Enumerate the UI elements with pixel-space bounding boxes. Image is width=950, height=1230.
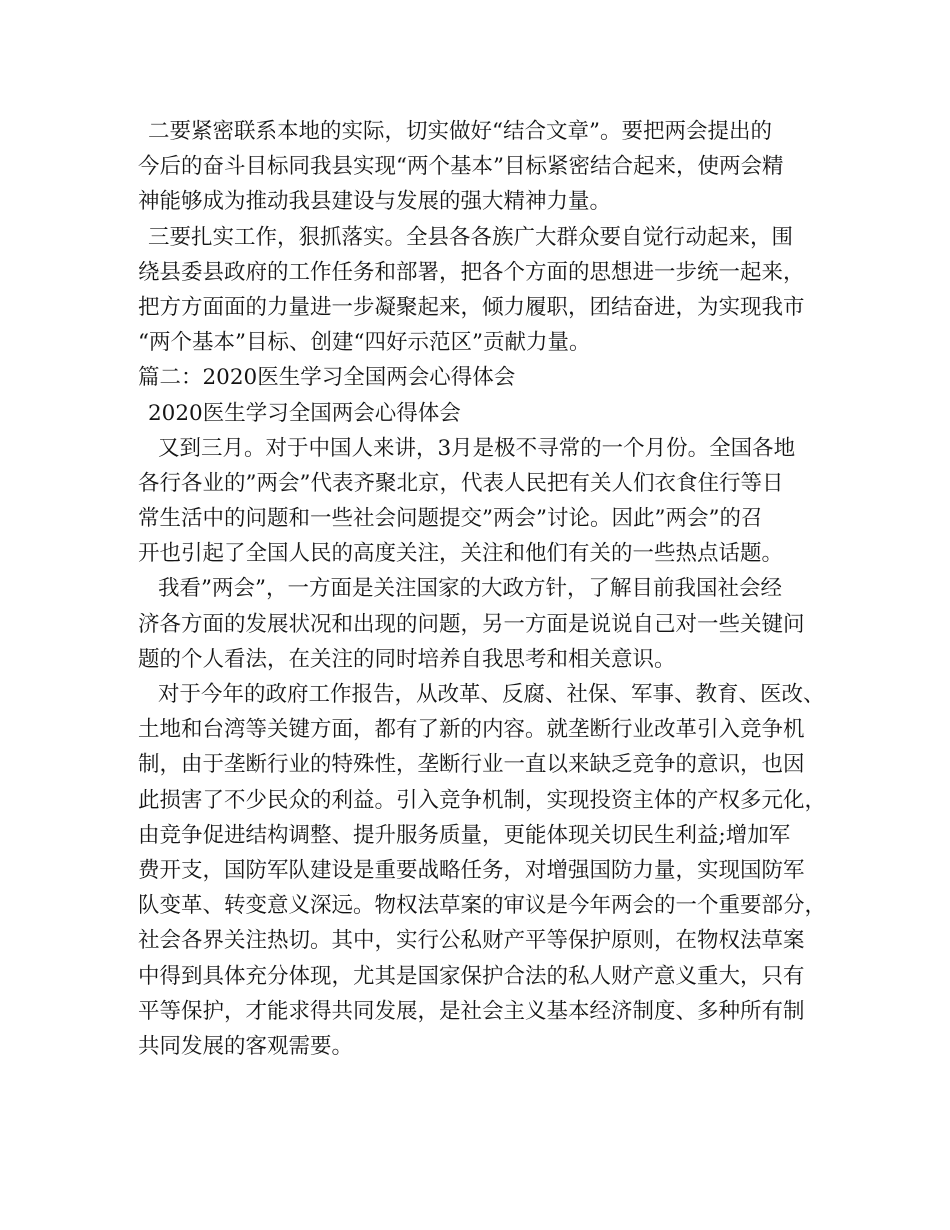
text-line: 二要紧密联系本地的实际，切实做好“结合文章”。要把两会提出的 — [148, 119, 772, 144]
text-line: 神能够成为推动我县建设与发展的强大精神力量。 — [138, 189, 612, 215]
text-line: 由竞争促进结构调整、提升服务质量，更能体现关切民生利益;增加军 — [138, 822, 791, 848]
text-line: 共同发展的客观需要。 — [138, 1033, 354, 1059]
text-line: 此损害了不少民众的利益。引入竞争机制，实现投资主体的产权多元化， — [138, 787, 827, 813]
text-line: 对于今年的政府工作报告，从改革、反腐、社保、军事、教育、医改、 — [158, 682, 825, 707]
text-line: 队变革、转变意义深远。物权法草案的审议是今年两会的一个重要部分， — [138, 893, 827, 919]
text-line: 把方方面面的力量进一步凝聚起来，倾力履职，团结奋进，为实现我市 — [138, 294, 805, 320]
text-line: 我看”两会”，一方面是关注国家的大政方针，了解目前我国社会经 — [158, 576, 782, 602]
text-line: 又到三月。对于中国人来讲，3月是极不寻常的一个月份。全国各地 — [158, 435, 796, 461]
text-line: 费开支，国防军队建设是重要战略任务，对增强国防力量，实现国防军 — [138, 857, 805, 883]
text-line: 2020医生学习全国两会心得体会 — [148, 400, 461, 426]
text-line: 制，由于垄断行业的特殊性，垄断行业一直以来缺乏竞争的意识，也因 — [138, 752, 805, 778]
text-line: 今后的奋斗目标同我县实现“两个基本”目标紧密结合起来，使两会精 — [138, 154, 784, 180]
text-line: 土地和台湾等关键方面，都有了新的内容。就垄断行业改革引入竞争机 — [138, 717, 805, 743]
text-line: “两个基本”目标、创建“四好示范区”贡献力量。 — [138, 330, 591, 356]
text-line: 济各方面的发展状况和出现的问题，另一方面是说说自己对一些关键问 — [138, 611, 805, 637]
text-line: 题的个人看法，在关注的同时培养自我思考和相关意识。 — [138, 646, 676, 672]
document-body — [138, 114, 838, 1064]
text-line: 绕县委县政府的工作任务和部署，把各个方面的思想进一步统一起来， — [138, 259, 805, 285]
text-line: 各行各业的”两会”代表齐聚北京，代表人民把有关人们衣食住行等日 — [138, 470, 784, 496]
text-line: 三要扎实工作，狠抓落实。全县各各族广大群众要自觉行动起来，围 — [148, 224, 794, 250]
text-line: 篇二：2020医生学习全国两会心得体会 — [138, 365, 516, 391]
text-line: 社会各界关注热切。其中，实行公私财产平等保护原则，在物权法草案 — [138, 928, 805, 954]
text-line: 平等保护，才能求得共同发展，是社会主义基本经济制度、多种所有制 — [138, 998, 805, 1024]
text-line: 常生活中的问题和一些社会问题提交”两会”讨论。因此”两会”的召 — [138, 506, 763, 532]
text-line: 开也引起了全国人民的高度关注，关注和他们有关的一些热点话题。 — [138, 541, 784, 567]
text-line: 中得到具体充分体现，尤其是国家保护合法的私人财产意义重大，只有 — [138, 963, 805, 989]
